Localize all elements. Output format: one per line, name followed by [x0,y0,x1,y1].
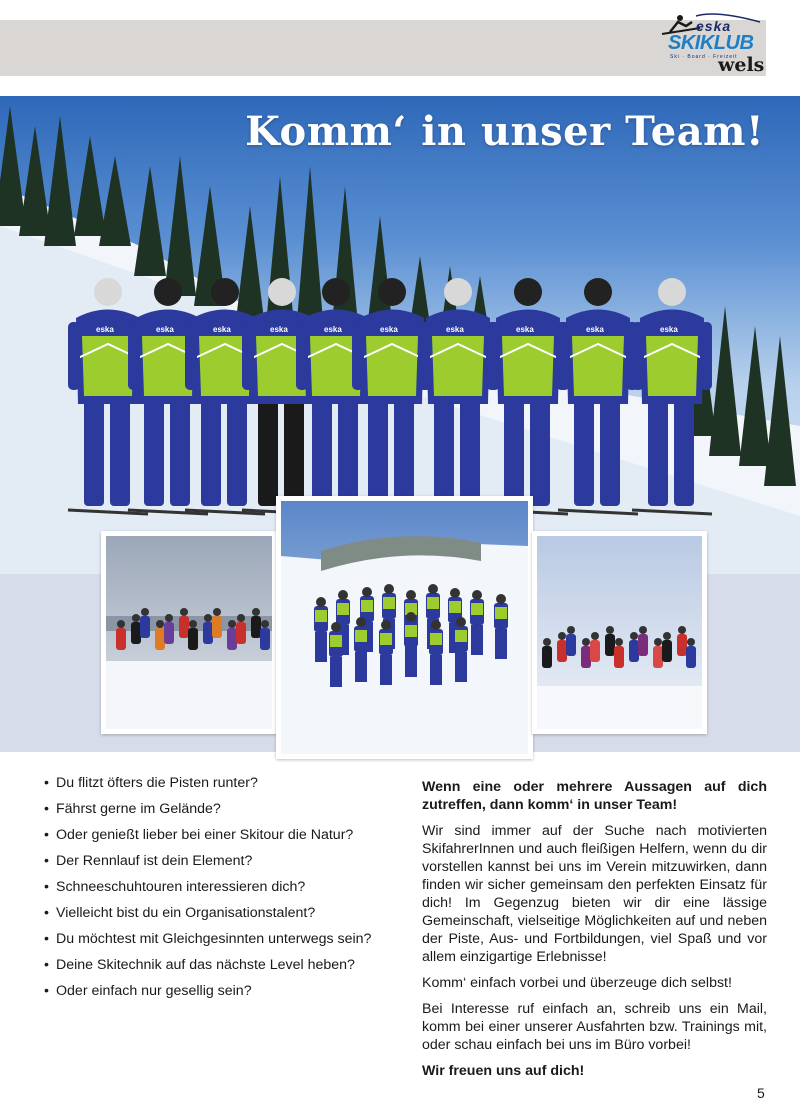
svg-text:eska: eska [586,325,604,334]
list-item: • Du möchtest mit Gleichgesinnten unterwegs sein? [44,930,394,948]
lead-paragraph: Wenn eine oder mehrere Aussagen auf dich zutreffen, dann komm‘ in unser Team! [422,779,767,813]
list-item: • Schneeschuhtouren interessieren dich? [44,878,394,896]
list-item: • Oder genießt lieber bei einer Skitour die Natur? [44,826,394,844]
svg-text:eska: eska [446,325,464,334]
logo-club: SKIKLUB [668,32,754,54]
page-title: Komm‘ in unser Team! [245,108,764,155]
logo-city: wels [718,54,765,76]
svg-text:eska: eska [156,325,174,334]
svg-text:eska: eska [380,325,398,334]
photo-group-snow [532,531,707,734]
svg-text:eska: eska [516,325,534,334]
list-item: • Fährst gerne im Gelände? [44,800,394,818]
svg-text:eska: eska [660,325,678,334]
photo-group-slope [276,496,533,759]
photo-snow-image [537,536,702,729]
photo-group-summit [101,531,277,734]
svg-text:eska: eska [270,325,288,334]
list-item: • Vielleicht bist du ein Organisationstalent? [44,904,394,922]
header-band [0,20,766,76]
svg-text:eska: eska [96,325,114,334]
list-item: • Deine Skitechnik auf das nächste Level heben? [44,956,394,974]
photo-summit-image [106,536,272,729]
page-number: 5 [757,1085,765,1101]
list-item: • Du flitzt öfters die Pisten runter? [44,774,394,792]
body-paragraph: Bei Interesse ruf einfach an, schreib uns ein Mail, komm bei einer unserer Ausfahrten bzw. Trainings mit, oder schau einfach bei uns im Büro vorbei! [422,1001,767,1053]
body-paragraph: Wir sind immer auf der Suche nach motivierten SkifahrerInnen und auch fleißigen Helfern, wenn du dir vorstellen kannst bei uns im Verein mitzuwirken, dann finden wir sicher gemeinsam den perfekten Einsatz für dich! Im Gegenzug bieten wir dir eine lässige Gemeinschaft, vielseitige Möglichkeiten auf und neben der Piste, Aus- und Fortbildungen, viel Spaß und vor allem einzigartige Erlebnisse! [422,823,767,965]
svg-text:eska: eska [324,325,342,334]
svg-text:eska: eska [213,325,231,334]
body-paragraph: Komm‘ einfach vorbei und überzeuge dich selbst! [422,975,732,991]
logo-tagline: Ski · Board · Freizeit [670,54,738,60]
closing-line: Wir freuen uns auf dich! [422,1063,585,1079]
list-item: • Der Rennlauf ist dein Element? [44,852,394,870]
invitation-text [422,778,767,1088]
logo-brand: eska [696,18,732,34]
list-item: • Oder einfach nur gesellig sein? [44,982,394,1000]
photo-slope-image [281,501,528,754]
skiklub-logo [656,8,766,74]
question-list [44,774,394,1008]
